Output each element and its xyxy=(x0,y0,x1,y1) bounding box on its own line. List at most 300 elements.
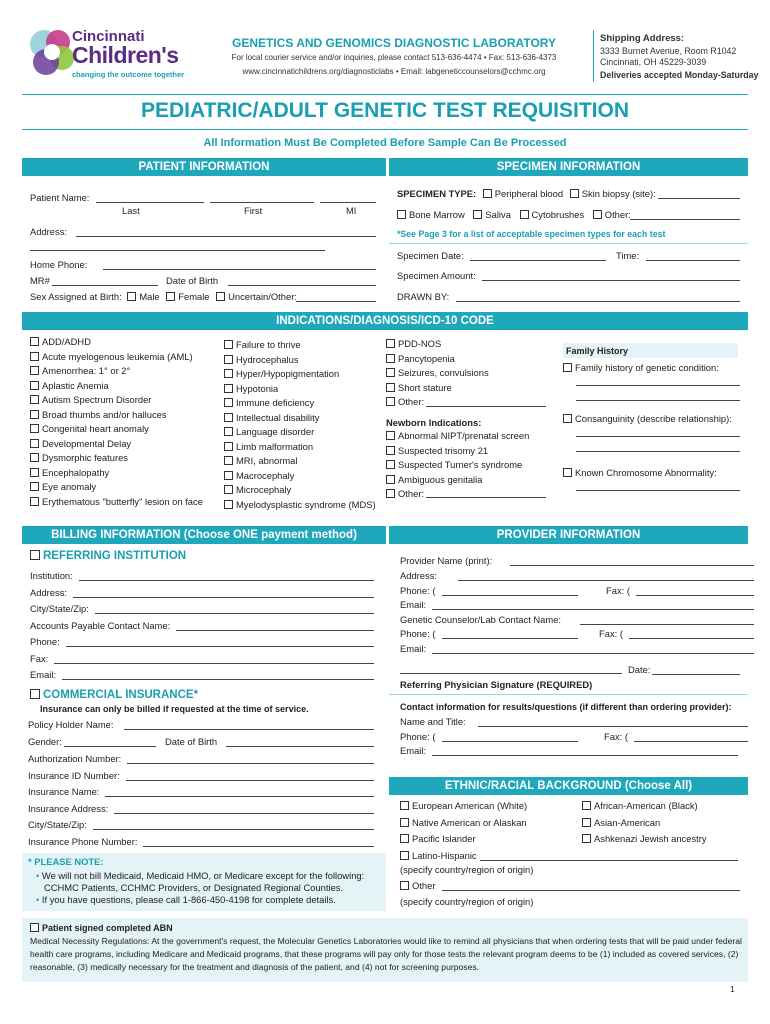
indication-col1-checkbox[interactable] xyxy=(30,439,39,448)
specimen-type-row xyxy=(397,188,656,200)
indication-col2-item xyxy=(224,499,376,511)
indication-col1-label: Amenorrhea: 1° or 2° xyxy=(42,365,131,376)
commercial-insurance-row xyxy=(30,689,198,701)
lab-title: GENETICS AND GENOMICS DIAGNOSTIC LABORATORY xyxy=(231,36,556,50)
indication-col2-label: Microcephaly xyxy=(236,484,292,495)
indication-col2-item xyxy=(224,383,278,395)
indication-col1-item xyxy=(30,496,203,508)
indication-col2-label: MRI, abnormal xyxy=(236,455,298,466)
indication-col3-item xyxy=(386,382,452,394)
title-rule-top xyxy=(22,94,748,95)
ship-title: Shipping Address: xyxy=(600,33,685,44)
ethnic-other-field[interactable] xyxy=(442,890,740,891)
family-history-label: Family history of genetic condition: xyxy=(575,362,719,373)
indication-col1-label: Congenital heart anomaly xyxy=(42,423,149,434)
newborn-indication-label: Suspected Turner's syndrome xyxy=(398,459,523,470)
indication-col2-checkbox[interactable] xyxy=(224,355,233,364)
provider-divider xyxy=(389,694,748,695)
specimen-date-field[interactable] xyxy=(470,260,606,261)
indication-col3-checkbox[interactable] xyxy=(386,368,395,377)
skin-biopsy-field[interactable] xyxy=(658,198,740,199)
ethnic-left-item xyxy=(400,850,477,862)
drawn-by-label: DRAWN BY: xyxy=(397,291,450,302)
patient-mr-label: MR# xyxy=(30,275,50,286)
female-checkbox[interactable] xyxy=(166,292,175,301)
specimen-time-field[interactable] xyxy=(646,260,740,261)
specimen-note: *See Page 3 for a list of acceptable specimen types for each test xyxy=(397,229,666,239)
ethnic-right-checkbox[interactable] xyxy=(582,818,591,827)
indication-col2-item xyxy=(224,412,319,424)
ethnic-right-checkbox[interactable] xyxy=(582,801,591,810)
bone-marrow-checkbox[interactable] xyxy=(397,210,406,219)
newborn-indication-checkbox[interactable] xyxy=(386,460,395,469)
insurance-label: Insurance Name: xyxy=(28,786,100,797)
ethnic-right-item xyxy=(582,833,707,845)
provider-name-label: Provider Name (print): xyxy=(400,555,493,566)
chromosome-row xyxy=(563,467,717,479)
abn-heading: Patient signed completed ABN xyxy=(42,923,173,933)
consanguinity-field-2[interactable] xyxy=(576,451,740,452)
ethnic-left-label: European American (White) xyxy=(412,800,528,811)
patient-uncertain-field[interactable] xyxy=(296,301,376,302)
other-specify: (specify country/region of origin) xyxy=(400,896,534,907)
logo-line1: Cincinnati xyxy=(72,28,145,45)
provider-name-field[interactable] xyxy=(510,565,754,566)
indication-col3-label: PDD-NOS xyxy=(398,338,442,349)
insurance-field[interactable] xyxy=(127,763,374,764)
referring-label: Phone: xyxy=(30,636,60,647)
indication-col2-checkbox[interactable] xyxy=(224,485,233,494)
indication-col2-label: Hypotonia xyxy=(236,382,279,394)
referring-field[interactable] xyxy=(176,630,374,631)
signature-label: Referring Physician Signature (REQUIRED) xyxy=(400,679,593,690)
ship-line1: 3333 Burnet Avenue, Room R1042 xyxy=(600,46,737,56)
insurance-label: City/State/Zip: xyxy=(28,819,87,830)
newborn-indication-checkbox[interactable] xyxy=(386,475,395,484)
referring-field[interactable] xyxy=(79,580,374,581)
lab-contact-line2: www.cincinnatichildrens.org/diagnosticlabs • Email: labgeneticcounselors@cchmc.org xyxy=(242,67,546,76)
indication-col2-checkbox[interactable] xyxy=(224,369,233,378)
peripheral-blood-label: Peripheral blood xyxy=(494,188,564,199)
referring-label: Fax: xyxy=(30,652,49,664)
referring-institution-heading: REFERRING INSTITUTION xyxy=(43,550,187,562)
indication-col1-item xyxy=(30,438,131,450)
indication-col2-label: Failure to thrive xyxy=(236,339,301,350)
indication-col1-label: Broad thumbs and/or halluces xyxy=(42,408,167,420)
consanguinity-field-1[interactable] xyxy=(576,436,740,437)
indication-col2-checkbox[interactable] xyxy=(224,427,233,436)
specimen-amount-field[interactable] xyxy=(482,280,740,281)
provider-phone-field[interactable] xyxy=(442,595,578,596)
indication-col1-checkbox[interactable] xyxy=(30,424,39,433)
indication-other-field[interactable] xyxy=(426,406,546,407)
billing-bullet-1a: • We will not bill Medicaid, Medicaid HMO, or Medicare except for the following: xyxy=(36,870,365,881)
newborn-indication-label: Abnormal NIPT/prenatal screen xyxy=(398,430,530,441)
indication-col1-label: Eye anomaly xyxy=(42,481,97,492)
contact-name-field[interactable] xyxy=(478,726,748,727)
indications-heading: INDICATIONS/DIAGNOSIS/ICD-10 CODE xyxy=(22,312,748,330)
referring-field[interactable] xyxy=(66,646,374,647)
abn-text: Medical Necessity Regulations: At the government's request, the Molecular Genetics Laboratories would like to remind all physicians that when ordering tests that will be paid under federal health care programs, including Medicare and Medicaid programs, that these programs will pay only for those tests the relevant program deems to be (1) included as covered services, (2) reasonable, (3) medically necessary for the treatment and diagnosis of the patient, and (4) not for screening purposes. xyxy=(30,936,742,972)
provider-email-label: Email: xyxy=(400,599,427,610)
indication-col3-checkbox[interactable] xyxy=(386,339,395,348)
patient-dob-field[interactable] xyxy=(228,285,376,286)
indication-col2-item xyxy=(224,470,294,482)
indication-col2-checkbox[interactable] xyxy=(224,413,233,422)
ethnic-right-checkbox[interactable] xyxy=(582,834,591,843)
referring-label: Address: xyxy=(30,586,67,598)
insurance-field[interactable] xyxy=(105,796,374,797)
patient-home-phone-field[interactable] xyxy=(103,269,376,270)
ethnic-right-label: Ashkenazi Jewish ancestry xyxy=(594,833,707,844)
indication-col1-checkbox[interactable] xyxy=(30,381,39,390)
indication-col2-item xyxy=(224,339,301,351)
ethnic-right-label: African-American (Black) xyxy=(594,800,698,811)
skin-biopsy-checkbox[interactable] xyxy=(570,189,579,198)
indication-col2-checkbox[interactable] xyxy=(224,340,233,349)
referring-label: City/State/Zip: xyxy=(30,603,89,614)
referring-institution-row xyxy=(30,550,186,562)
page-subtitle: All Information Must Be Completed Before Sample Can Be Processed xyxy=(203,137,567,149)
indication-col2-label: Myelodysplastic syndrome (MDS) xyxy=(236,498,376,510)
referring-institution-checkbox[interactable] xyxy=(30,550,40,560)
newborn-indication-label: Suspected trisomy 21 xyxy=(398,444,489,456)
indication-col1-label: Acute myelogenous leukemia (AML) xyxy=(42,350,193,362)
indication-col1-label: Erythematous "butterfly" lesion on face xyxy=(42,495,203,507)
billing-bullet-1b: CCHMC Patients, CCHMC Providers, or Designated Regional Counties. xyxy=(44,882,344,893)
gc-name-label: Genetic Counselor/Lab Contact Name: xyxy=(400,614,562,625)
indication-col2-item xyxy=(224,426,314,438)
please-note: * PLEASE NOTE: xyxy=(28,856,104,867)
referring-field[interactable] xyxy=(62,679,374,680)
lab-contact-line1: For local courier service and/or inquiries, please contact 513-636-4474 • Fax: 513-636-4373 xyxy=(231,53,557,62)
indication-col2-label: Intellectual disability xyxy=(236,411,320,423)
indication-col1-item xyxy=(30,351,193,363)
indication-col2-item xyxy=(224,441,313,453)
indication-col1-item xyxy=(30,467,109,479)
ethnic-left-label: Latino-Hispanic xyxy=(412,849,477,861)
ethnic-left-item xyxy=(400,817,527,829)
insurance-field[interactable] xyxy=(143,846,374,847)
ship-divider xyxy=(593,30,594,82)
patient-sex-row xyxy=(30,291,297,303)
logo-line2: Children's xyxy=(72,42,179,68)
contact-name-label: Name and Title: xyxy=(400,716,466,727)
patient-mi-field[interactable] xyxy=(320,202,376,203)
specimen-time-label: Time: xyxy=(616,250,640,261)
indication-col3-label: Pancytopenia xyxy=(398,352,455,364)
cytobrushes-checkbox[interactable] xyxy=(520,210,529,219)
indication-col3-item xyxy=(386,367,489,379)
contact-email-label: Email: xyxy=(400,745,427,756)
insurance-label: Authorization Number: xyxy=(28,753,122,764)
commercial-insurance-checkbox[interactable] xyxy=(30,689,40,699)
patient-dob-label: Date of Birth xyxy=(166,275,219,286)
newborn-indication-item xyxy=(386,474,482,486)
insurance-field[interactable] xyxy=(126,780,374,781)
indication-col2-item xyxy=(224,397,314,409)
specimen-other-field[interactable] xyxy=(630,219,740,220)
newborn-other-field[interactable] xyxy=(426,497,546,498)
indication-col1-label: Developmental Delay xyxy=(42,437,132,449)
gc-email-field[interactable] xyxy=(432,653,754,654)
newborn-indication-item xyxy=(386,488,424,500)
ethnic-other-row xyxy=(400,880,435,892)
indication-col2-checkbox[interactable] xyxy=(224,471,233,480)
indication-col1-label: Aplastic Anemia xyxy=(42,379,109,391)
ethnic-left-label: Pacific Islander xyxy=(412,833,476,844)
provider-fax-field[interactable] xyxy=(636,595,754,596)
patient-last-field[interactable] xyxy=(96,202,204,203)
consanguinity-row xyxy=(563,413,732,425)
indication-col3-item xyxy=(386,396,424,408)
ethnic-left-checkbox[interactable] xyxy=(400,801,409,810)
family-history-checkbox[interactable] xyxy=(563,363,572,372)
indication-col1-item xyxy=(30,394,151,406)
ethnic-other-label: Other xyxy=(412,880,436,891)
uncertain-checkbox[interactable] xyxy=(216,292,225,301)
indication-col2-item xyxy=(224,455,297,467)
referring-label: Email: xyxy=(30,669,57,680)
consanguinity-label: Consanguinity (describe relationship): xyxy=(575,413,732,424)
indication-col1-item xyxy=(30,365,130,377)
indication-col2-checkbox[interactable] xyxy=(224,398,233,407)
indication-col3-item xyxy=(386,353,455,365)
newborn-heading: Newborn Indications: xyxy=(386,417,482,428)
uncertain-label: Uncertain/Other: xyxy=(228,291,297,302)
indication-col3-checkbox[interactable] xyxy=(386,397,395,406)
contact-phone-label: Phone: ( xyxy=(400,731,436,742)
signature-date-label: Date: xyxy=(628,664,651,675)
indication-col3-item xyxy=(386,338,441,350)
patient-last-caption: Last xyxy=(122,205,140,216)
indication-col1-checkbox[interactable] xyxy=(30,395,39,404)
specimen-type-row-2 xyxy=(397,209,631,221)
contact-email-field[interactable] xyxy=(432,755,738,756)
gc-name-field[interactable] xyxy=(580,624,754,625)
ethnic-heading: ETHNIC/RACIAL BACKGROUND (Choose All) xyxy=(389,777,748,795)
ethnic-left-checkbox[interactable] xyxy=(400,834,409,843)
family-history-field-1[interactable] xyxy=(576,385,740,386)
indication-col1-item xyxy=(30,380,109,392)
newborn-indication-item xyxy=(386,445,488,457)
provider-email-field[interactable] xyxy=(432,609,754,610)
insurance-label: Insurance ID Number: xyxy=(28,769,120,781)
cytobrushes-label: Cytobrushes xyxy=(531,209,585,220)
indication-col1-checkbox[interactable] xyxy=(30,366,39,375)
patient-address-label: Address: xyxy=(30,226,67,237)
peripheral-blood-checkbox[interactable] xyxy=(483,189,492,198)
referring-label: Institution: xyxy=(30,570,73,581)
latino-specify: (specify country/region of origin) xyxy=(400,864,534,875)
indication-col2-item xyxy=(224,484,291,496)
indication-col1-checkbox[interactable] xyxy=(30,337,39,346)
newborn-indication-checkbox[interactable] xyxy=(386,489,395,498)
family-history-1 xyxy=(563,362,719,374)
ethnic-left-checkbox[interactable] xyxy=(400,818,409,827)
indication-col3-checkbox[interactable] xyxy=(386,354,395,363)
indication-col3-checkbox[interactable] xyxy=(386,383,395,392)
saliva-label: Saliva xyxy=(485,209,511,220)
patient-address-field-2[interactable] xyxy=(30,250,325,251)
ethnic-left-checkbox[interactable] xyxy=(400,851,409,860)
patient-first-field[interactable] xyxy=(210,202,314,203)
gc-phone-label: Phone: ( xyxy=(400,628,436,639)
indication-col1-item xyxy=(30,409,167,421)
abn-checkbox[interactable] xyxy=(30,923,39,932)
consanguinity-checkbox[interactable] xyxy=(563,414,572,423)
insurance-gender-field[interactable] xyxy=(64,746,156,747)
insurance-label: Insurance Phone Number: xyxy=(28,835,138,847)
ethnic-left-label: Native American or Alaskan xyxy=(412,816,527,828)
insurance-dob-label: Date of Birth xyxy=(165,736,218,747)
policy-holder-label: Policy Holder Name: xyxy=(28,719,114,730)
title-rule-bottom xyxy=(22,129,748,130)
indication-col2-label: Hydrocephalus xyxy=(236,353,299,365)
indication-col1-label: Autism Spectrum Disorder xyxy=(42,394,152,405)
indication-col2-checkbox[interactable] xyxy=(224,442,233,451)
male-checkbox[interactable] xyxy=(127,292,136,301)
newborn-indication-checkbox[interactable] xyxy=(386,446,395,455)
referring-field[interactable] xyxy=(54,663,374,664)
saliva-checkbox[interactable] xyxy=(473,210,482,219)
indication-col2-checkbox[interactable] xyxy=(224,456,233,465)
patient-sex-label: Sex Assigned at Birth: xyxy=(30,291,122,302)
page-title: PEDIATRIC/ADULT GENETIC TEST REQUISITION xyxy=(140,99,630,122)
policy-holder-field[interactable] xyxy=(124,729,374,730)
latino-field[interactable] xyxy=(480,860,738,861)
indication-col1-checkbox[interactable] xyxy=(30,468,39,477)
abn-row xyxy=(30,922,173,934)
patient-mi-caption: MI xyxy=(346,205,357,216)
billing-bullet-1a-text: We will not bill Medicaid, Medicaid HMO, or Medicare except for the following: xyxy=(41,870,365,881)
referring-field[interactable] xyxy=(95,613,374,614)
logo xyxy=(22,24,202,84)
provider-fax-label: Fax: ( xyxy=(606,585,630,596)
billing-heading: BILLING INFORMATION (Choose ONE payment method) xyxy=(22,526,386,544)
specimen-amount-label: Specimen Amount: xyxy=(397,270,476,281)
insurance-gender-label: Gender: xyxy=(28,736,62,747)
ethnic-right-label: Asian-American xyxy=(594,816,661,828)
indication-col2-label: Language disorder xyxy=(236,426,315,437)
chromosome-checkbox[interactable] xyxy=(563,468,572,477)
ship-line2: Cincinnati, OH 45229-3039 xyxy=(600,57,707,67)
indication-col1-checkbox[interactable] xyxy=(30,352,39,361)
family-history-heading: Family History xyxy=(566,346,629,356)
indication-col2-label: Macrocephaly xyxy=(236,469,295,481)
skin-biopsy-label: Skin biopsy (site): xyxy=(581,188,656,199)
ethnic-left-item xyxy=(400,833,476,845)
indication-col1-item xyxy=(30,452,128,464)
bone-marrow-label: Bone Marrow xyxy=(409,209,465,220)
indication-col1-checkbox[interactable] xyxy=(30,410,39,419)
ship-line3: Deliveries accepted Monday-Saturday xyxy=(600,70,759,80)
contact-heading: Contact information for results/questions (if different than ordering provider): xyxy=(400,702,732,712)
signature-date-field[interactable] xyxy=(652,674,740,675)
insurance-label: Insurance Address: xyxy=(28,802,109,814)
patient-home-phone-label: Home Phone: xyxy=(30,259,88,270)
ethnic-other-checkbox[interactable] xyxy=(400,881,409,890)
indication-col3-label: Seizures, convulsions xyxy=(398,367,489,378)
indication-col1-label: ADD/ADHD xyxy=(42,336,91,347)
indication-col3-label: Short stature xyxy=(398,381,452,393)
provider-heading: PROVIDER INFORMATION xyxy=(389,526,748,544)
specimen-other-checkbox[interactable] xyxy=(593,210,602,219)
drawn-by-field[interactable] xyxy=(456,301,740,302)
gc-fax-label: Fax: ( xyxy=(599,628,623,639)
ethnic-right-item xyxy=(582,800,698,812)
male-label: Male xyxy=(139,291,160,302)
indication-col2-label: Limb malformation xyxy=(236,440,314,452)
specimen-date-label: Specimen Date: xyxy=(397,250,464,261)
ethnic-left-item xyxy=(400,800,527,812)
indication-col2-label: Immune deficiency xyxy=(236,397,315,408)
female-label: Female xyxy=(178,291,210,302)
gc-phone-field[interactable] xyxy=(442,638,578,639)
indication-col3-label: Other: xyxy=(398,396,425,407)
contact-fax-field[interactable] xyxy=(634,741,748,742)
specimen-heading: SPECIMEN INFORMATION xyxy=(389,158,748,176)
newborn-indication-checkbox[interactable] xyxy=(386,431,395,440)
indication-col1-item xyxy=(30,423,149,435)
newborn-indication-item xyxy=(386,459,522,471)
insurance-field[interactable] xyxy=(114,813,374,814)
patient-first-caption: First xyxy=(244,205,263,216)
specimen-other-label: Other: xyxy=(604,209,631,220)
indication-col2-label: Hyper/Hypopigmentation xyxy=(236,368,340,379)
indication-col1-label: Encephalopathy xyxy=(42,466,110,478)
indication-col1-label: Dysmorphic features xyxy=(42,452,128,463)
indication-col2-checkbox[interactable] xyxy=(224,384,233,393)
patient-name-label: Patient Name: xyxy=(30,192,90,203)
logo-tagline: changing the outcome together xyxy=(72,70,185,79)
specimen-divider xyxy=(389,243,748,244)
provider-phone-label: Phone: ( xyxy=(400,585,436,596)
specimen-type-label: SPECIMEN TYPE: xyxy=(397,188,477,199)
contact-fax-label: Fax: ( xyxy=(604,731,628,742)
page-number: 1 xyxy=(730,984,735,994)
indication-col2-item xyxy=(224,354,299,366)
provider-address-label: Address: xyxy=(400,570,437,581)
newborn-indication-item xyxy=(386,430,529,442)
indication-col2-item xyxy=(224,368,339,380)
gc-email-label: Email: xyxy=(400,643,427,654)
newborn-indication-label: Other: xyxy=(398,488,425,499)
indication-col1-checkbox[interactable] xyxy=(30,482,39,491)
insurance-field[interactable] xyxy=(93,829,374,830)
signature-field[interactable] xyxy=(400,673,622,674)
family-history-field-2[interactable] xyxy=(576,400,740,401)
insurance-dob-field[interactable] xyxy=(226,746,374,747)
commercial-insurance-heading: COMMERCIAL INSURANCE* xyxy=(43,689,199,701)
billing-bullet-2-text: If you have questions, please call 1-866-450-4198 for complete details. xyxy=(41,894,336,905)
chromosome-label: Known Chromosome Abnormality: xyxy=(575,467,717,478)
ethnic-right-item xyxy=(582,817,660,829)
patient-mr-field[interactable] xyxy=(52,285,158,286)
patient-address-field[interactable] xyxy=(76,236,376,237)
indication-col2-checkbox[interactable] xyxy=(224,500,233,509)
referring-field[interactable] xyxy=(73,597,374,598)
indication-col1-checkbox[interactable] xyxy=(30,497,39,506)
indication-col1-checkbox[interactable] xyxy=(30,453,39,462)
contact-phone-field[interactable] xyxy=(442,741,578,742)
patient-heading: PATIENT INFORMATION xyxy=(22,158,386,176)
referring-label: Accounts Payable Contact Name: xyxy=(30,619,171,631)
chromosome-field[interactable] xyxy=(576,490,740,491)
gc-fax-field[interactable] xyxy=(629,638,754,639)
provider-address-field[interactable] xyxy=(458,580,754,581)
newborn-indication-label: Ambiguous genitalia xyxy=(398,473,483,485)
